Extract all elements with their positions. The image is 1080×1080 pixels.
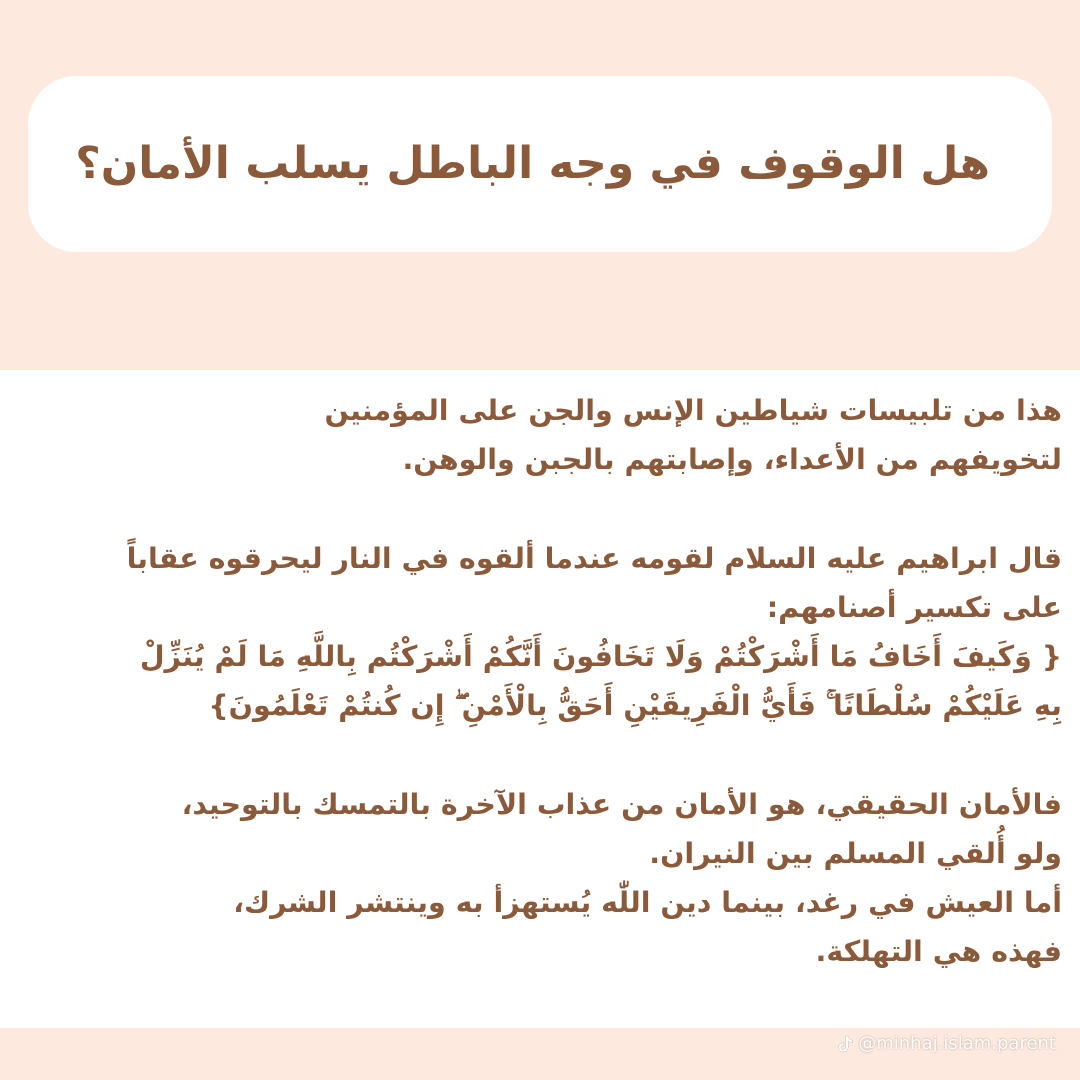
paragraph-intro (16, 386, 1062, 484)
verse-line: { وَكَيفَ أَخَافُ مَا أَشْرَكْتُمْ وَلَا تَخَافُونَ أَنَّكُمْ أَشْرَكْتُم بِاللَّهِ مَا لَمْ يُنَزِّلْ (139, 640, 1062, 673)
text-line: هذا من تلبيسات شياطين الإنس والجن على المؤمنين (324, 394, 1062, 427)
title-card (28, 76, 1052, 252)
post-title: هل الوقوف في وجه الباطل يسلب الأمان؟ (75, 137, 990, 189)
paragraph-gap (16, 484, 1062, 534)
text-line: فالأمان الحقيقي، هو الأمان من عذاب الآخرة بالتمسك بالتوحيد، (181, 788, 1062, 821)
text-line: ولو أُلقي المسلم بين النيران. (649, 837, 1062, 870)
watermark-text: @minhaj.islam.parent (858, 1033, 1056, 1054)
text-line: قال ابراهيم عليه السلام لقومه عندما ألقوه في النار ليحرقوه عقاباً (126, 542, 1062, 575)
paragraph-quran-quote (16, 534, 1062, 730)
tiktok-icon (838, 1035, 854, 1053)
verse-line: بِهِ عَلَيْكُمْ سُلْطَانًا ۚ فَأَيُّ الْفَرِيقَيْنِ أَحَقُّ بِالْأَمْنِ ۖ إِن كُنتُمْ تَعْلَمُونَ} (208, 689, 1062, 722)
text-line: لتخويفهم من الأعداء، وإصابتهم بالجبن والوهن. (402, 443, 1062, 476)
text-line: على تكسير أصنامهم: (766, 591, 1062, 624)
paragraph-gap (16, 730, 1062, 780)
watermark (838, 1033, 1056, 1054)
text-line: فهذه هي التهلكة. (815, 935, 1062, 968)
text-line: أما العيش في رغد، بينما دين اللّٰه يُستهزأ به وينتشر الشرك، (233, 886, 1062, 919)
paragraph-conclusion (16, 780, 1062, 976)
content-panel (0, 370, 1080, 1028)
